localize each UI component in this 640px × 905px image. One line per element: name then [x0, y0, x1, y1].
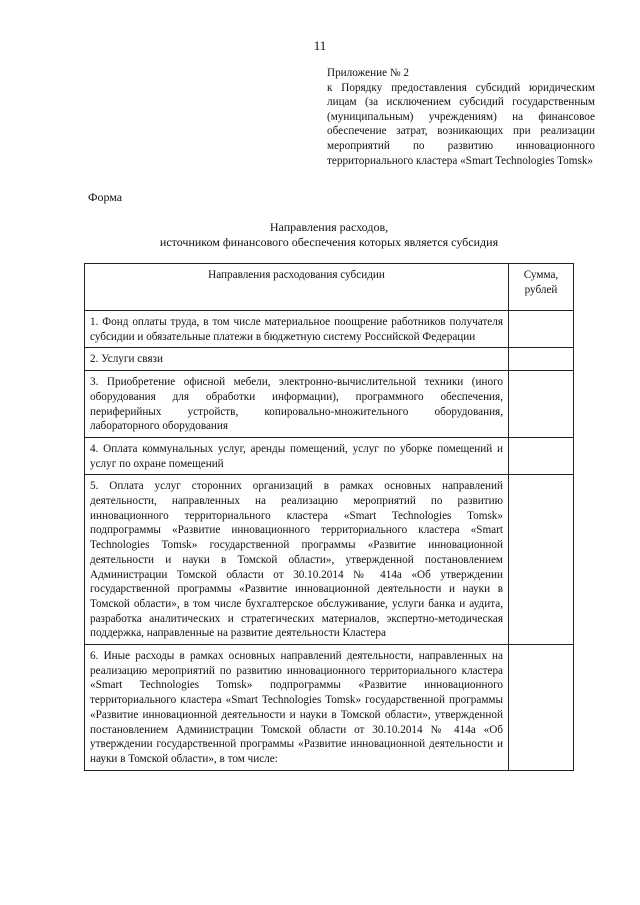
- page-number: 11: [313, 38, 327, 53]
- table-row: [85, 437, 574, 474]
- row-direction-6: 6. Иные расходы в рамках основных направлений деятельности, направленных на реализацию мероприятий по развитию инновационного территориального кластера «Smart Technologies Tomsk» подпрограммы «Развитие инновационного территориального кластера «Smart Technologies Tomsk» государственной программы «Развитие инновационной деятельности и науки в Томской области», утвержденной постановлением Администрации Томской области от 30.10.2014 № 414а «Об утверждении государственной программы «Развитие инновационной деятельности и науки в Томской области», в том числе:: [85, 645, 509, 771]
- row-direction-1: 1. Фонд оплаты труда, в том числе материальное поощрение работников получателя субсидии и обязательные платежи в бюджетную систему Российской Федерации: [85, 311, 509, 348]
- row-sum-2: [509, 348, 574, 371]
- table-header-row: [85, 264, 574, 311]
- row-sum-5: [509, 475, 574, 645]
- table-row: [85, 311, 574, 348]
- row-direction-3: 3. Приобретение офисной мебели, электронно-вычислительной техники (иного оборудования для обработки информации), программного обеспечения, периферийных устройств, копировально-множительного оборудования, лабораторного оборудования: [85, 371, 509, 438]
- header-direction: Направления расходования субсидии: [85, 264, 509, 311]
- appendix-text: к Порядку предоставления субсидий юридическим лицам (за исключением субсидий государственным (муниципальным) учреждениям) на финансовое обеспечение затрат, возникающих при реализации мероприятий по развитию инновационного территориального кластера «Smart Technologies Tomsk»: [327, 81, 595, 167]
- table-row: [85, 348, 574, 371]
- row-direction-4: 4. Оплата коммунальных услуг, аренды помещений, услуг по уборке помещений и услуг по охране помещений: [85, 437, 509, 474]
- appendix-heading: Приложение № 2: [327, 67, 409, 79]
- header-sum: Сумма, рублей: [509, 264, 574, 311]
- row-sum-6: [509, 645, 574, 771]
- document-title: [88, 220, 570, 250]
- row-sum-3: [509, 371, 574, 438]
- row-direction-5: 5. Оплата услуг сторонних организаций в рамках основных направлений деятельности, направленных на реализацию мероприятий по развитию инновационного территориального кластера «Smart Technologies Tomsk» подпрограммы «Развитие инновационного территориального кластера «Smart Technologies Tomsk» государственной программы «Развитие инновационной деятельности и науки в Томской области», утвержденной постановлением Администрации Томской области от 30.10.2014 № 414а «Об утверждении государственной программы «Развитие инновационной деятельности и науки в Томской области», в том числе бухгалтерское обслуживание, услуги банка и аудита, разработка аналитических и стратегических материалов, экспертно-методическая поддержка, направленные на развитие деятельности Кластера: [85, 475, 509, 645]
- table-row: [85, 371, 574, 438]
- row-sum-1: [509, 311, 574, 348]
- row-direction-2: 2. Услуги связи: [85, 348, 509, 371]
- title-line-2: источником финансового обеспечения которых является субсидия: [159, 235, 499, 249]
- appendix-block: [327, 66, 595, 168]
- form-label: Форма: [88, 190, 123, 204]
- row-sum-4: [509, 437, 574, 474]
- title-line-1: Направления расходов,: [269, 220, 389, 234]
- expenses-table: [84, 263, 574, 771]
- table-row: [85, 645, 574, 771]
- table-row: [85, 475, 574, 645]
